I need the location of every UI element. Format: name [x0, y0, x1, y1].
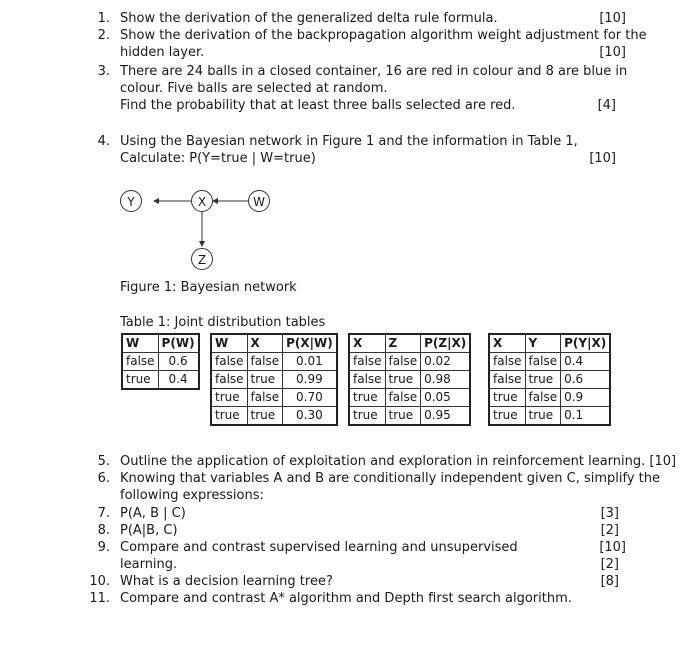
table-cell: true — [122, 371, 158, 390]
table-row — [489, 389, 610, 407]
table-cell: 0.4 — [158, 371, 199, 390]
question-marks: [2] — [600, 523, 619, 538]
table-cell: true — [489, 389, 525, 407]
table-cell: true — [525, 407, 561, 426]
table-cell: false — [247, 353, 283, 371]
question-marks: [10] — [599, 11, 626, 26]
question-text: following expressions: — [120, 488, 264, 503]
table-cell: true — [247, 371, 283, 389]
table-cell: 0.05 — [421, 389, 471, 407]
question-text: P(A|B, C) — [120, 523, 178, 538]
question-text: Show the derivation of the backpropagation algorithm weight adjustment for the — [120, 28, 647, 43]
table-cell: true — [349, 389, 385, 407]
table-cell: true — [385, 407, 421, 426]
question-number: 1. — [97, 11, 110, 26]
table-header-row — [211, 334, 337, 353]
table-p-y-given-x — [488, 333, 611, 426]
question-text: What is a decision learning tree? — [120, 574, 333, 589]
column-header: X — [247, 334, 283, 353]
table-row — [349, 371, 470, 389]
table-cell: 0.30 — [283, 407, 337, 426]
question-number: 9. — [97, 540, 110, 555]
table-p-w — [121, 333, 200, 390]
table-row — [349, 407, 470, 426]
table-cell: false — [385, 389, 421, 407]
table-row — [349, 389, 470, 407]
table-cell: 0.70 — [283, 389, 337, 407]
table-cell: true — [211, 407, 247, 426]
table-cell: true — [489, 407, 525, 426]
table-row — [349, 353, 470, 371]
node-x: X — [191, 190, 213, 212]
question-text: Show the derivation of the generalized delta rule formula. — [120, 11, 498, 26]
table-header-row — [489, 334, 610, 353]
question-marks: [3] — [600, 506, 619, 521]
question-number: 11. — [89, 591, 110, 606]
table-cell: false — [349, 371, 385, 389]
question-text: Find the probability that at least three balls selected are red. — [120, 98, 516, 113]
table-cell: 0.1 — [561, 407, 611, 426]
node-y: Y — [120, 190, 142, 212]
table-cell: false — [211, 371, 247, 389]
question-number: 10. — [89, 574, 110, 589]
question-marks: [10] — [589, 151, 616, 166]
table-cell: false — [349, 353, 385, 371]
column-header: Y — [525, 334, 561, 353]
table-row — [122, 371, 199, 390]
table-cell: 0.6 — [561, 371, 611, 389]
column-header: W — [122, 334, 158, 353]
question-text: Using the Bayesian network in Figure 1 and the information in Table 1, — [120, 134, 578, 149]
question-number: 3. — [97, 64, 110, 79]
column-header: P(X|W) — [283, 334, 337, 353]
bayesian-network-figure — [110, 180, 310, 275]
table-cell: 0.9 — [561, 389, 611, 407]
question-number: 8. — [97, 523, 110, 538]
table-cell: 0.02 — [421, 353, 471, 371]
question-text: P(A, B | C) — [120, 506, 186, 521]
table-cell: true — [211, 389, 247, 407]
question-marks: [4] — [597, 98, 616, 113]
table-cell: 0.6 — [158, 353, 199, 371]
question-text: Calculate: P(Y=true | W=true) — [120, 151, 316, 166]
table-cell: 0.95 — [421, 407, 471, 426]
table-cell: 0.99 — [283, 371, 337, 389]
table-row — [211, 407, 337, 426]
table-row — [211, 371, 337, 389]
question-text: Compare and contrast supervised learning and unsupervised — [120, 540, 518, 555]
question-text: Outline the application of exploitation and exploration in reinforcement learning. [10] — [120, 454, 677, 469]
table-row — [122, 353, 199, 371]
table-cell: false — [122, 353, 158, 371]
figure-caption: Figure 1: Bayesian network — [120, 280, 297, 295]
table-cell: 0.01 — [283, 353, 337, 371]
table-cell: 0.98 — [421, 371, 471, 389]
question-text: Compare and contrast A* algorithm and Depth first search algorithm. — [120, 591, 572, 606]
table-header-row — [122, 334, 199, 353]
question-marks: [2] — [600, 557, 619, 572]
question-text: There are 24 balls in a closed container, 16 are red in colour and 8 are blue in — [120, 64, 628, 79]
question-text: Knowing that variables A and B are conditionally independent given C, simplify the — [120, 471, 661, 486]
question-text: colour. Five balls are selected at random. — [120, 81, 388, 96]
table-row — [489, 371, 610, 389]
table-cell: false — [247, 389, 283, 407]
node-z: Z — [191, 248, 213, 270]
table-cell: false — [489, 353, 525, 371]
table-cell: true — [349, 407, 385, 426]
table-row — [489, 407, 610, 426]
column-header: Z — [385, 334, 421, 353]
question-text: learning. — [120, 557, 178, 572]
question-number: 5. — [97, 454, 110, 469]
question-text: hidden layer. — [120, 45, 205, 60]
column-header: P(Y|X) — [561, 334, 611, 353]
table-row — [211, 353, 337, 371]
table-caption: Table 1: Joint distribution tables — [120, 315, 326, 330]
question-number: 2. — [97, 28, 110, 43]
column-header: P(W) — [158, 334, 199, 353]
question-number: 4. — [97, 134, 110, 149]
question-number: 7. — [97, 506, 110, 521]
question-number: 6. — [97, 471, 110, 486]
table-row — [211, 389, 337, 407]
table-row — [489, 353, 610, 371]
table-cell: true — [385, 371, 421, 389]
table-cell: false — [489, 371, 525, 389]
table-cell: 0.4 — [561, 353, 611, 371]
column-header: P(Z|X) — [421, 334, 471, 353]
table-cell: true — [247, 407, 283, 426]
column-header: X — [349, 334, 385, 353]
table-cell: false — [525, 389, 561, 407]
table-cell: false — [211, 353, 247, 371]
table-p-x-given-w — [210, 333, 338, 426]
node-w: W — [248, 190, 270, 212]
table-p-z-given-x — [348, 333, 471, 426]
question-marks: [10] — [599, 540, 626, 555]
column-header: W — [211, 334, 247, 353]
table-cell: true — [525, 371, 561, 389]
column-header: X — [489, 334, 525, 353]
table-cell: false — [525, 353, 561, 371]
table-header-row — [349, 334, 470, 353]
question-marks: [10] — [599, 45, 626, 60]
question-marks: [8] — [600, 574, 619, 589]
table-cell: false — [385, 353, 421, 371]
